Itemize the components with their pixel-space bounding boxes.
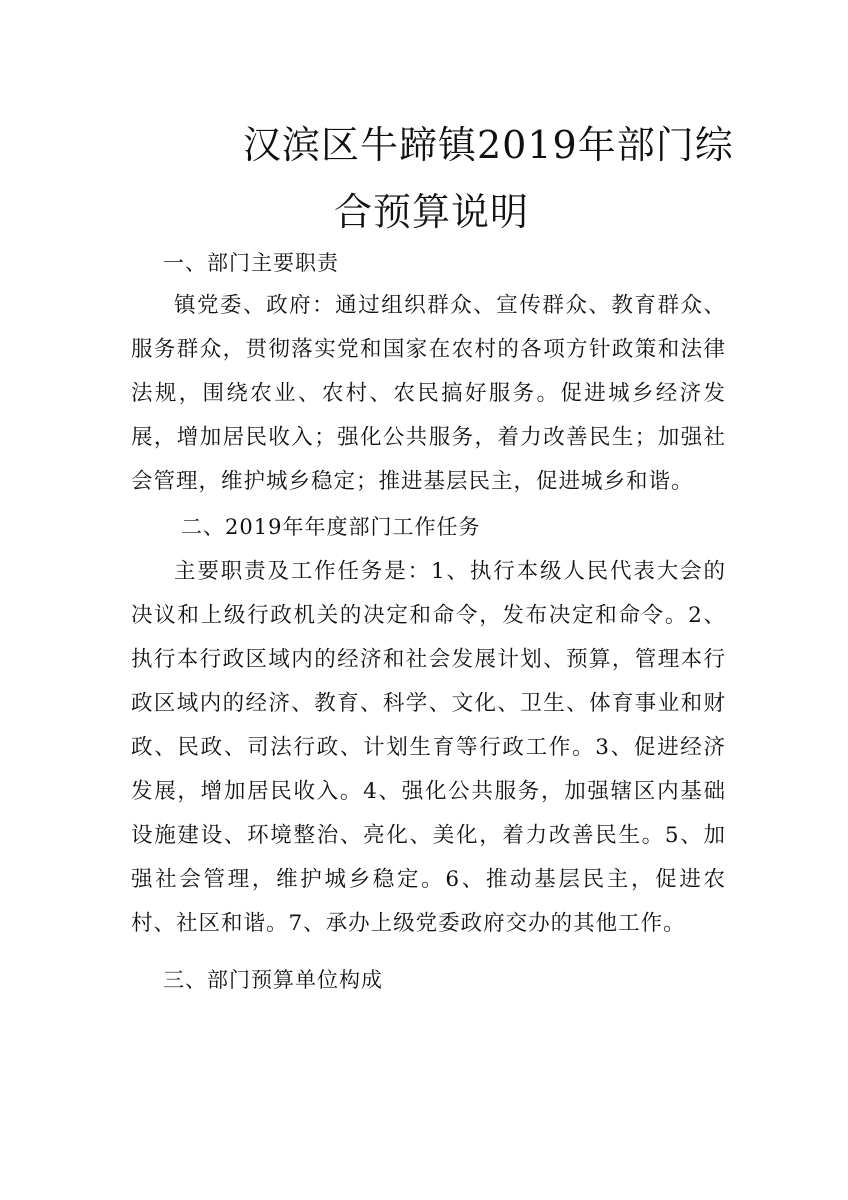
section-heading-2: 二、2019年年度部门工作任务 <box>181 515 481 539</box>
document-title-line-2: 合预算说明 <box>334 190 530 234</box>
section-heading-1: 一、部门主要职责 <box>163 251 339 275</box>
section-paragraph-1: 镇党委、政府：通过组织群众、宣传群众、教育群众、服务群众，贯彻落实党和国家在农村的各项方针政策和法律法规，围绕农业、农村、农民搞好服务。促进城乡经济发展，增加居民收入；强化公共服务，着力改善民生；加强社会管理，维护城乡稳定；推进基层民主，促进城乡和谐。 <box>131 293 726 494</box>
document-title-line-1: 汉滨区牛蹄镇2019年部门综 <box>243 123 734 167</box>
section-paragraph-2: 主要职责及工作任务是：1、执行本级人民代表大会的决议和上级行政机关的决定和命令，发布决定和命令。2、执行本行政区域内的经济和社会发展计划、预算，管理本行政区域内的经济、教育、科学、文化、卫生、体育事业和财政、民政、司法行政、计划生育等行政工作。3、促进经济发展，增加居民收入。4、强化公共服务，加强辖区内基础设施建设、环境整治、亮化、美化，着力改善民生。5、加强社会管理，维护城乡稳定。6、推动基层民主，促进农村、社区和谐。7、承办上级党委政府交办的其他工作。 <box>131 559 726 936</box>
section-heading-3: 三、部门预算单位构成 <box>163 968 383 992</box>
